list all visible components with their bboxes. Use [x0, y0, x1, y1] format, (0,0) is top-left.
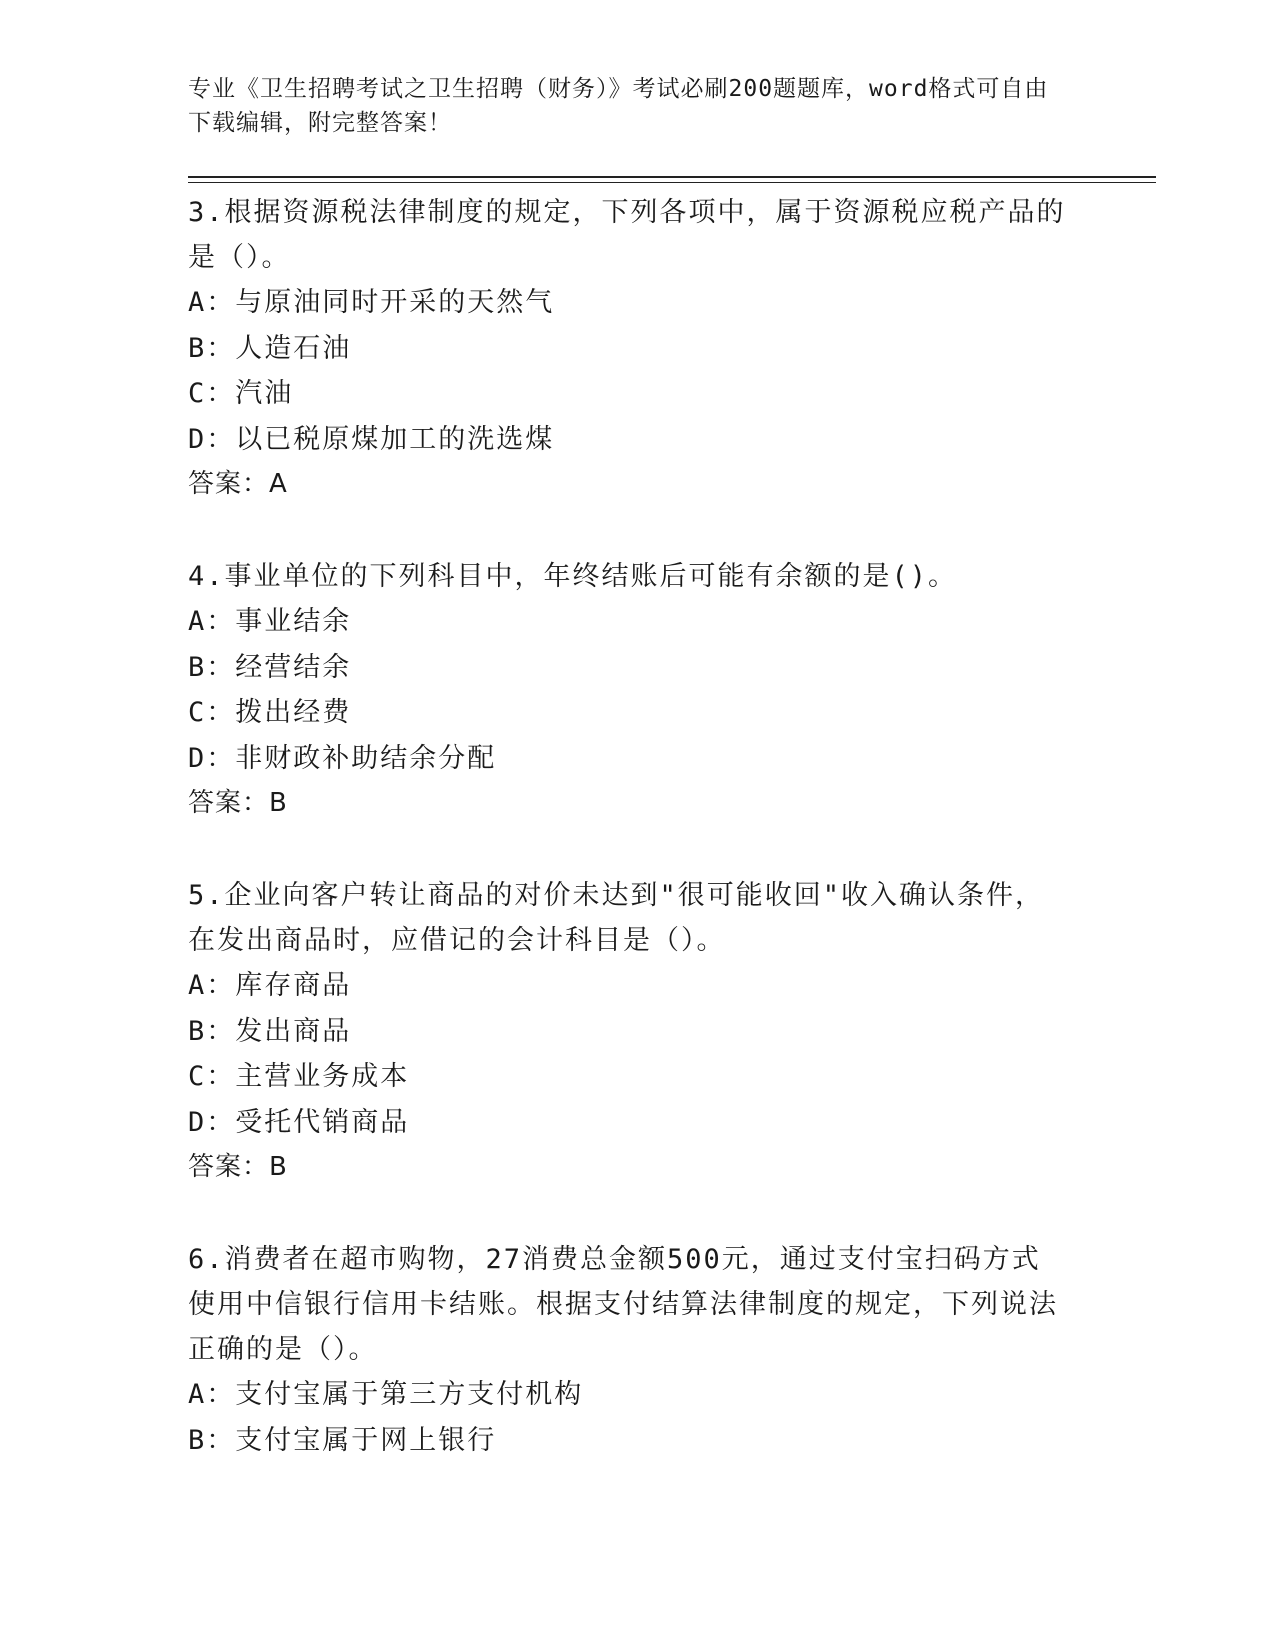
question-stem: 3.根据资源税法律制度的规定，下列各项中，属于资源税应税产品的是（）。 — [188, 197, 1066, 273]
option-b: B：支付宝属于网上银行 — [188, 1424, 497, 1456]
option-c: C：拨出经费 — [188, 697, 352, 728]
question-list — [188, 188, 1068, 1463]
answer-line: 答案：A — [188, 469, 288, 499]
question-stem: 5.企业向客户转让商品的对价未达到"很可能收回"收入确认条件，在发出商品时，应借记的会计科目是（）。 — [188, 880, 1045, 956]
option-c: C：主营业务成本 — [188, 1061, 410, 1092]
option-b: B：发出商品 — [188, 1015, 352, 1047]
question-item — [188, 1235, 1068, 1463]
question-item — [188, 871, 1068, 1190]
option-c: C：汽油 — [188, 378, 294, 409]
option-d: D：受托代销商品 — [188, 1106, 410, 1138]
question-spacer — [188, 507, 1068, 552]
option-b: B：人造石油 — [188, 332, 352, 364]
answer-line: 答案：B — [188, 1152, 288, 1182]
question-spacer — [188, 826, 1068, 871]
question-stem: 4.事业单位的下列科目中，年终结账后可能有余额的是()。 — [188, 561, 958, 592]
option-a: A：支付宝属于第三方支付机构 — [188, 1379, 584, 1410]
question-stem: 6.消费者在超市购物，27消费总金额500元，通过支付宝扫码方式使用中信银行信用卡结账。根据支付结算法律制度的规定，下列说法正确的是（）。 — [188, 1244, 1058, 1365]
option-d: D：非财政补助结余分配 — [188, 742, 497, 774]
option-d: D：以已税原煤加工的洗选煤 — [188, 423, 555, 455]
option-b: B：经营结余 — [188, 651, 352, 683]
header-divider-thick — [188, 176, 1156, 178]
question-spacer — [188, 1190, 1068, 1235]
option-a: A：事业结余 — [188, 606, 352, 637]
question-item — [188, 552, 1068, 826]
question-item — [188, 188, 1068, 507]
document-header: 专业《卫生招聘考试之卫生招聘（财务）》考试必刷200题题库，word格式可自由下载编辑，附完整答案！ — [188, 76, 1049, 136]
option-a: A：与原油同时开采的天然气 — [188, 287, 555, 318]
answer-line: 答案：B — [188, 788, 288, 818]
option-a: A：库存商品 — [188, 970, 352, 1001]
header-divider-thin — [188, 182, 1156, 183]
